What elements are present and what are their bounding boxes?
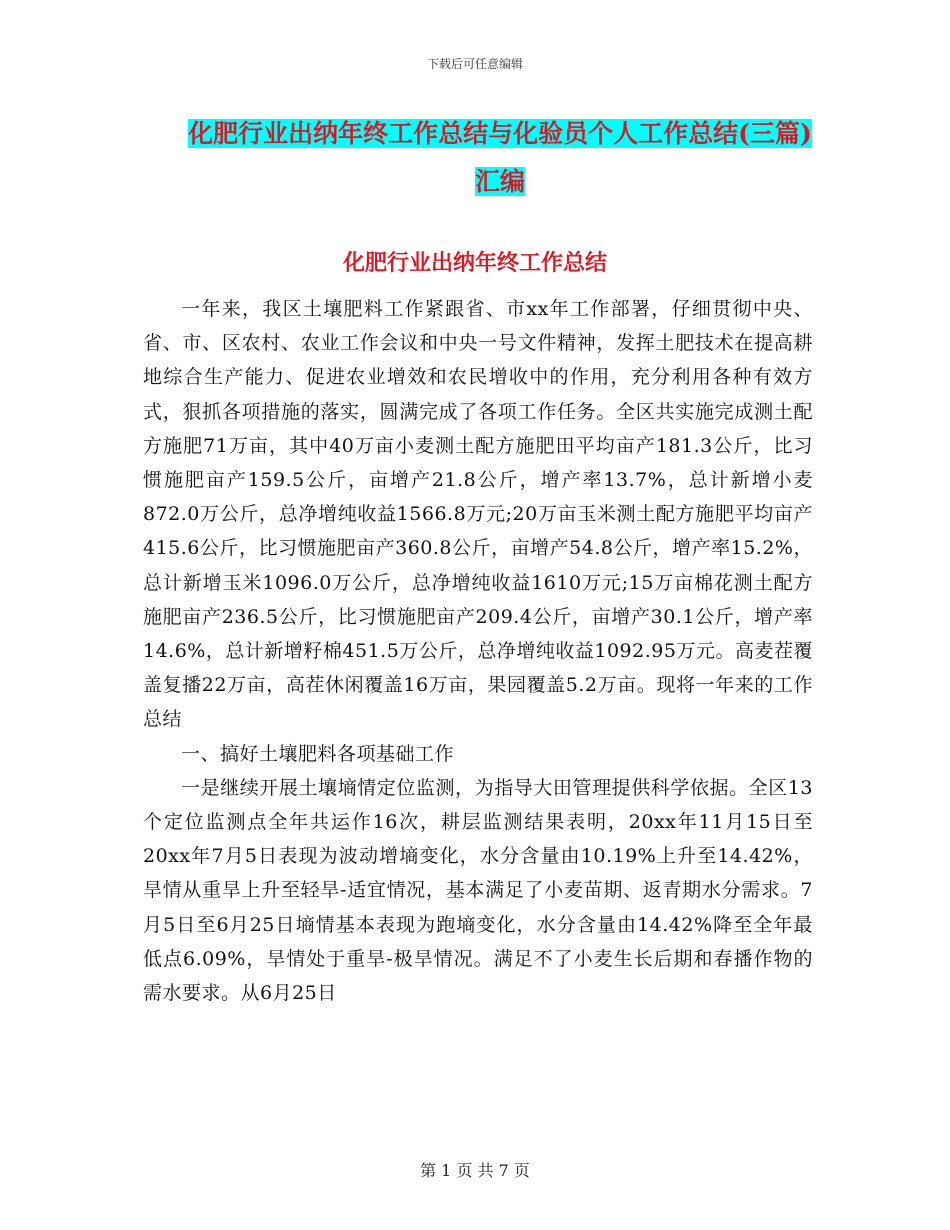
page-footer: 第 1 页 共 7 页 (420, 1161, 530, 1180)
document-title (185, 110, 815, 206)
paragraph: 一是继续开展土壤墒情定位监测，为指导大田管理提供科学依据。全区13个定位监测点全年共运作16次，耕层监测结果表明，20xx年11月15日至20xx年7月5日表现为波动增墒变化，水分含量由10.19%上升至14.42%，旱情从重旱上升至轻旱-适宜情况，基本满足了小麦苗期、返青期水分需求。7月5日至6月25日墒情基本表现为跑墒变化，水分含量由14.42%降至全年最低点6.09%，旱情处于重旱-极旱情况。满足不了小麦生长后期和春播作物的需水要求。从6月25日 (143, 776, 813, 1005)
paragraph: 一年来，我区土壤肥料工作紧跟省、市xx年工作部署，仔细贯彻中央、省、市、区农村、农业工作会议和中央一号文件精神，发挥土肥技术在提高耕地综合生产能力、促进农业增效和农民增收中的作用，充分利用各种有效方式，狠抓各项措施的落实，圆满完成了各项工作任务。全区共实施完成测土配方施肥71万亩，其中40万亩小麦测土配方施肥田平均亩产181.3公斤，比习惯施肥亩产159.5公斤，亩增产21.8公斤，增产率13.7%，总计新增小麦872.0万公斤，总净增纯收益1566.8万元;20万亩玉米测土配方施肥平均亩产415.6公斤，比习惯施肥亩产360.8公斤，亩增产54.8公斤，增产率15.2%，总计新增玉米1096.0万公斤，总净增纯收益1610万元;15万亩棉花测土配方施肥亩产236.5公斤，比习惯施肥亩产209.4公斤，亩增产30.1公斤，增产率14.6%，总计新增籽棉451.5万公斤，总净增纯收益1092.95万元。高麦茬覆盖复播22万亩，高茬休闲覆盖16万亩，果园覆盖5.2万亩。现将一年来的工作总结 (143, 298, 813, 731)
page-header: 下载后可任意编辑 (426, 57, 523, 71)
paragraph: 一、搞好土壤肥料各项基础工作 (181, 742, 455, 765)
section-title: 化肥行业出纳年终工作总结 (342, 250, 607, 276)
document-body (143, 292, 813, 1010)
document-title-text: 化肥行业出纳年终工作总结与化验员个人工作总结(三篇)汇编 (188, 119, 812, 196)
